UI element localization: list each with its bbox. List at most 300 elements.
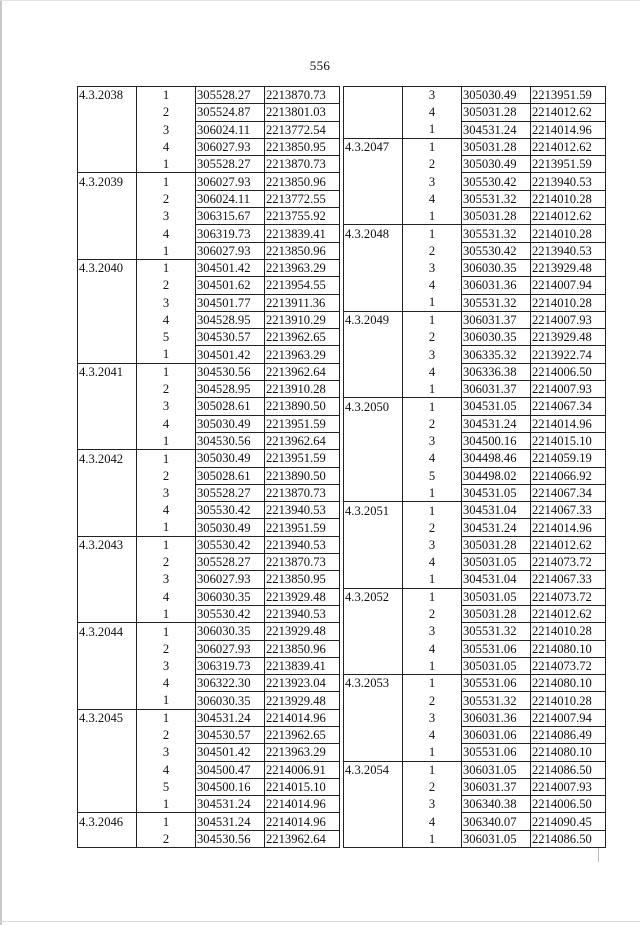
x-coordinate-cell: 306336.38: [462, 363, 531, 380]
x-coordinate-cell: 305530.42: [462, 173, 531, 190]
point-number-cell: 1: [137, 623, 196, 640]
table-row: [78, 657, 340, 674]
y-coordinate-cell: 2214014.96: [531, 415, 606, 432]
table-row: [344, 87, 606, 104]
y-coordinate-cell: 2213929.48: [531, 259, 606, 276]
x-coordinate-cell: 306319.73: [196, 225, 265, 242]
point-number-cell: 2: [403, 242, 462, 259]
parcel-id-cell: 4.3.2054: [344, 761, 403, 778]
table-row: [78, 311, 340, 328]
table-row: [78, 415, 340, 432]
parcel-id-cell: 4.3.2040: [78, 259, 137, 276]
table-row: [78, 588, 340, 605]
x-coordinate-cell: 304501.42: [196, 259, 265, 276]
parcel-id-cell: [344, 778, 403, 795]
y-coordinate-cell: 2213929.48: [265, 692, 340, 709]
y-coordinate-cell: 2214007.94: [531, 277, 606, 294]
table-row: [344, 796, 606, 813]
point-number-cell: 1: [137, 156, 196, 173]
x-coordinate-cell: 305031.05: [462, 554, 531, 571]
parcel-id-cell: [78, 692, 137, 709]
table-row: [78, 640, 340, 657]
table-row: [344, 104, 606, 121]
x-coordinate-cell: 304501.77: [196, 294, 265, 311]
point-number-cell: 4: [137, 502, 196, 519]
scan-left-edge: [0, 0, 2, 925]
point-number-cell: 4: [137, 415, 196, 432]
point-number-cell: 1: [403, 138, 462, 155]
point-number-cell: 1: [137, 519, 196, 536]
point-number-cell: 1: [403, 502, 462, 519]
y-coordinate-cell: 2214014.96: [531, 519, 606, 536]
y-coordinate-cell: 2214080.10: [531, 744, 606, 761]
parcel-id-cell: 4.3.2052: [344, 588, 403, 605]
y-coordinate-cell: 2213951.59: [265, 519, 340, 536]
x-coordinate-cell: 304500.16: [462, 432, 531, 449]
x-coordinate-cell: 305530.42: [196, 502, 265, 519]
x-coordinate-cell: 305531.32: [462, 294, 531, 311]
y-coordinate-cell: 2214067.33: [531, 502, 606, 519]
y-coordinate-cell: 2214010.28: [531, 623, 606, 640]
point-number-cell: 1: [137, 432, 196, 449]
x-coordinate-cell: 304530.56: [196, 830, 265, 847]
table-row: [344, 571, 606, 588]
x-coordinate-cell: 304531.24: [462, 121, 531, 138]
table-row: [344, 623, 606, 640]
y-coordinate-cell: 2214067.33: [531, 571, 606, 588]
parcel-id-cell: 4.3.2046: [78, 813, 137, 830]
point-number-cell: 4: [137, 138, 196, 155]
table-row: [344, 554, 606, 571]
point-number-cell: 1: [403, 381, 462, 398]
point-number-cell: 3: [403, 623, 462, 640]
y-coordinate-cell: 2213850.96: [265, 640, 340, 657]
y-coordinate-cell: 2214012.62: [531, 104, 606, 121]
x-coordinate-cell: 306024.11: [196, 190, 265, 207]
point-number-cell: 2: [403, 329, 462, 346]
y-coordinate-cell: 2214014.96: [265, 796, 340, 813]
point-number-cell: 2: [137, 381, 196, 398]
parcel-id-cell: [344, 536, 403, 553]
table-row: [78, 709, 340, 726]
x-coordinate-cell: 304530.57: [196, 329, 265, 346]
y-coordinate-cell: 2214006.91: [265, 761, 340, 778]
point-number-cell: 1: [403, 225, 462, 242]
point-number-cell: 2: [137, 830, 196, 847]
point-number-cell: 2: [137, 190, 196, 207]
point-number-cell: 3: [403, 346, 462, 363]
point-number-cell: 4: [403, 104, 462, 121]
point-number-cell: 1: [403, 484, 462, 501]
y-coordinate-cell: 2214066.92: [531, 467, 606, 484]
parcel-id-cell: [78, 554, 137, 571]
parcel-id-cell: [344, 657, 403, 674]
parcel-id-cell: [78, 675, 137, 692]
x-coordinate-cell: 305031.28: [462, 605, 531, 622]
x-coordinate-cell: 304530.57: [196, 726, 265, 743]
y-coordinate-cell: 2214073.72: [531, 554, 606, 571]
y-coordinate-cell: 2213929.48: [265, 588, 340, 605]
parcel-id-cell: [344, 640, 403, 657]
table-row: [78, 605, 340, 622]
parcel-id-cell: [344, 190, 403, 207]
x-coordinate-cell: 306031.36: [462, 709, 531, 726]
table-row: [78, 744, 340, 761]
y-coordinate-cell: 2213801.03: [265, 104, 340, 121]
x-coordinate-cell: 306027.93: [196, 138, 265, 155]
parcel-id-cell: [78, 277, 137, 294]
x-coordinate-cell: 304501.42: [196, 346, 265, 363]
parcel-id-cell: [344, 294, 403, 311]
y-coordinate-cell: 2213910.28: [265, 381, 340, 398]
table-row: [344, 121, 606, 138]
parcel-id-cell: 4.3.2049: [344, 311, 403, 328]
point-number-cell: 4: [403, 363, 462, 380]
table-row: [344, 329, 606, 346]
point-number-cell: 4: [137, 225, 196, 242]
table-row: [344, 173, 606, 190]
parcel-id-cell: [78, 605, 137, 622]
table-row: [78, 138, 340, 155]
y-coordinate-cell: 2213963.29: [265, 346, 340, 363]
y-coordinate-cell: 2213962.65: [265, 726, 340, 743]
parcel-id-cell: [78, 830, 137, 847]
point-number-cell: 4: [403, 813, 462, 830]
parcel-id-cell: [78, 415, 137, 432]
table-row: [78, 381, 340, 398]
y-coordinate-cell: 2214086.49: [531, 726, 606, 743]
x-coordinate-cell: 306031.36: [462, 277, 531, 294]
point-number-cell: 1: [403, 761, 462, 778]
x-coordinate-cell: 305528.27: [196, 554, 265, 571]
x-coordinate-cell: 305028.61: [196, 467, 265, 484]
parcel-id-cell: 4.3.2050: [344, 398, 403, 415]
table-row: [344, 726, 606, 743]
table-row: [78, 225, 340, 242]
point-number-cell: 1: [137, 450, 196, 467]
x-coordinate-cell: 306030.35: [196, 588, 265, 605]
table-row: [344, 744, 606, 761]
y-coordinate-cell: 2213922.74: [531, 346, 606, 363]
x-coordinate-cell: 306024.11: [196, 121, 265, 138]
point-number-cell: 4: [403, 554, 462, 571]
point-number-cell: 1: [137, 813, 196, 830]
table-row: [78, 432, 340, 449]
table-row: [344, 277, 606, 294]
table-row: [344, 450, 606, 467]
table-row: [344, 138, 606, 155]
point-number-cell: 3: [403, 259, 462, 276]
point-number-cell: 2: [137, 554, 196, 571]
x-coordinate-cell: 304531.04: [462, 502, 531, 519]
table-row: [78, 502, 340, 519]
point-number-cell: 4: [403, 277, 462, 294]
x-coordinate-cell: 305031.05: [462, 588, 531, 605]
parcel-id-cell: [78, 571, 137, 588]
y-coordinate-cell: 2214007.93: [531, 381, 606, 398]
y-coordinate-cell: 2214067.34: [531, 484, 606, 501]
page-number: 556: [309, 58, 331, 73]
coordinates-table-right: [343, 86, 606, 848]
point-number-cell: 1: [137, 173, 196, 190]
table-row: [344, 311, 606, 328]
parcel-id-cell: [78, 225, 137, 242]
x-coordinate-cell: 306335.32: [462, 346, 531, 363]
x-coordinate-cell: 304531.04: [462, 571, 531, 588]
point-number-cell: 1: [403, 398, 462, 415]
point-number-cell: 2: [137, 640, 196, 657]
table-row: [78, 87, 340, 104]
table-row: [78, 329, 340, 346]
parcel-id-cell: 4.3.2053: [344, 675, 403, 692]
point-number-cell: 3: [137, 121, 196, 138]
x-coordinate-cell: 306027.93: [196, 173, 265, 190]
y-coordinate-cell: 2213962.64: [265, 363, 340, 380]
parcel-id-cell: [78, 726, 137, 743]
table-row: [344, 190, 606, 207]
point-number-cell: 3: [137, 571, 196, 588]
table-row: [344, 640, 606, 657]
table-row: [344, 657, 606, 674]
parcel-id-cell: [78, 104, 137, 121]
y-coordinate-cell: 2214015.10: [531, 432, 606, 449]
point-number-cell: 3: [403, 709, 462, 726]
y-coordinate-cell: 2213940.53: [531, 173, 606, 190]
parcel-id-cell: [78, 744, 137, 761]
y-coordinate-cell: 2214014.96: [265, 709, 340, 726]
parcel-id-cell: 4.3.2043: [78, 536, 137, 553]
parcel-id-cell: [344, 87, 403, 104]
table-row: [344, 675, 606, 692]
y-coordinate-cell: 2213940.53: [531, 242, 606, 259]
point-number-cell: 1: [403, 657, 462, 674]
x-coordinate-cell: 305531.32: [462, 623, 531, 640]
x-coordinate-cell: 306319.73: [196, 657, 265, 674]
x-coordinate-cell: 305030.49: [196, 450, 265, 467]
x-coordinate-cell: 304531.24: [462, 415, 531, 432]
y-coordinate-cell: 2213890.50: [265, 398, 340, 415]
y-coordinate-cell: 2214014.96: [531, 121, 606, 138]
y-coordinate-cell: 2214014.96: [265, 813, 340, 830]
point-number-cell: 1: [137, 605, 196, 622]
point-number-cell: 5: [137, 778, 196, 795]
point-number-cell: 3: [403, 173, 462, 190]
x-coordinate-cell: 305524.87: [196, 104, 265, 121]
parcel-id-cell: [78, 657, 137, 674]
parcel-id-cell: [78, 502, 137, 519]
y-coordinate-cell: 2213755.92: [265, 208, 340, 225]
y-coordinate-cell: 2214010.28: [531, 692, 606, 709]
parcel-id-cell: [78, 242, 137, 259]
point-number-cell: 1: [137, 709, 196, 726]
x-coordinate-cell: 306030.35: [196, 623, 265, 640]
y-coordinate-cell: 2213951.59: [531, 87, 606, 104]
table-row: [344, 692, 606, 709]
x-coordinate-cell: 305531.32: [462, 190, 531, 207]
table-row: [344, 294, 606, 311]
point-number-cell: 2: [403, 692, 462, 709]
x-coordinate-cell: 304501.42: [196, 744, 265, 761]
table-row: [344, 398, 606, 415]
y-coordinate-cell: 2213962.64: [265, 830, 340, 847]
table-row: [78, 484, 340, 501]
table-row: [344, 156, 606, 173]
parcel-id-cell: [344, 830, 403, 847]
point-number-cell: 1: [403, 311, 462, 328]
x-coordinate-cell: 304498.46: [462, 450, 531, 467]
y-coordinate-cell: 2214012.62: [531, 605, 606, 622]
parcel-id-cell: 4.3.2048: [344, 225, 403, 242]
table-row: [344, 709, 606, 726]
table-row: [344, 346, 606, 363]
table-row: [78, 796, 340, 813]
table-row: [344, 432, 606, 449]
parcel-id-cell: [344, 450, 403, 467]
x-coordinate-cell: 305028.61: [196, 398, 265, 415]
x-coordinate-cell: 305030.49: [462, 156, 531, 173]
parcel-id-cell: [78, 294, 137, 311]
parcel-id-cell: [78, 190, 137, 207]
x-coordinate-cell: 306031.06: [462, 726, 531, 743]
parcel-id-cell: [344, 415, 403, 432]
point-number-cell: 1: [403, 571, 462, 588]
point-number-cell: 3: [403, 536, 462, 553]
table-row: [78, 813, 340, 830]
table-row: [78, 778, 340, 795]
x-coordinate-cell: 305030.49: [196, 519, 265, 536]
scan-bottom-edge: [0, 921, 640, 922]
parcel-id-cell: [344, 484, 403, 501]
point-number-cell: 2: [403, 778, 462, 795]
table-row: [78, 156, 340, 173]
y-coordinate-cell: 2213940.53: [265, 605, 340, 622]
x-coordinate-cell: 305030.49: [196, 415, 265, 432]
point-number-cell: 3: [137, 744, 196, 761]
point-number-cell: 3: [137, 208, 196, 225]
y-coordinate-cell: 2214080.10: [531, 640, 606, 657]
parcel-id-cell: [344, 554, 403, 571]
point-number-cell: 1: [403, 588, 462, 605]
parcel-id-cell: [344, 329, 403, 346]
y-coordinate-cell: 2214080.10: [531, 675, 606, 692]
x-coordinate-cell: 304531.24: [462, 519, 531, 536]
y-coordinate-cell: 2213890.50: [265, 467, 340, 484]
y-coordinate-cell: 2213954.55: [265, 277, 340, 294]
y-coordinate-cell: 2214073.72: [531, 657, 606, 674]
parcel-id-cell: [78, 519, 137, 536]
x-coordinate-cell: 305031.28: [462, 208, 531, 225]
table-row: [78, 173, 340, 190]
table-row: [78, 726, 340, 743]
y-coordinate-cell: 2213850.95: [265, 138, 340, 155]
table-row: [344, 830, 606, 847]
point-number-cell: 4: [137, 675, 196, 692]
parcel-id-cell: [78, 398, 137, 415]
x-coordinate-cell: 305030.49: [462, 87, 531, 104]
table-row: [78, 294, 340, 311]
x-coordinate-cell: 305531.06: [462, 744, 531, 761]
x-coordinate-cell: 304530.56: [196, 432, 265, 449]
x-coordinate-cell: 306027.93: [196, 640, 265, 657]
y-coordinate-cell: 2214012.62: [531, 138, 606, 155]
table-row: [344, 519, 606, 536]
parcel-id-cell: [78, 208, 137, 225]
table-row: [78, 277, 340, 294]
x-coordinate-cell: 305531.32: [462, 225, 531, 242]
point-number-cell: 4: [403, 640, 462, 657]
parcel-id-cell: [344, 381, 403, 398]
point-number-cell: 1: [403, 294, 462, 311]
table-row: [78, 519, 340, 536]
point-number-cell: 2: [137, 277, 196, 294]
parcel-id-cell: [78, 467, 137, 484]
x-coordinate-cell: 306031.05: [462, 830, 531, 847]
x-coordinate-cell: 306030.35: [462, 329, 531, 346]
x-coordinate-cell: 306030.35: [196, 692, 265, 709]
x-coordinate-cell: 305031.05: [462, 657, 531, 674]
parcel-id-cell: [344, 709, 403, 726]
table-row: [78, 623, 340, 640]
table-row: [78, 675, 340, 692]
point-number-cell: 1: [403, 744, 462, 761]
y-coordinate-cell: 2214090.45: [531, 813, 606, 830]
parcel-id-cell: [344, 623, 403, 640]
y-coordinate-cell: 2214059.19: [531, 450, 606, 467]
y-coordinate-cell: 2213963.29: [265, 259, 340, 276]
parcel-id-cell: 4.3.2041: [78, 363, 137, 380]
parcel-id-cell: [78, 588, 137, 605]
parcel-id-cell: [78, 381, 137, 398]
x-coordinate-cell: 305528.27: [196, 484, 265, 501]
point-number-cell: 4: [137, 588, 196, 605]
y-coordinate-cell: 2214067.34: [531, 398, 606, 415]
y-coordinate-cell: 2213940.53: [265, 536, 340, 553]
point-number-cell: 4: [403, 190, 462, 207]
point-number-cell: 1: [137, 796, 196, 813]
table-row: [344, 502, 606, 519]
x-coordinate-cell: 304501.62: [196, 277, 265, 294]
table-row: [78, 398, 340, 415]
point-number-cell: 3: [403, 796, 462, 813]
table-row: [344, 605, 606, 622]
parcel-id-cell: [344, 121, 403, 138]
y-coordinate-cell: 2213911.36: [265, 294, 340, 311]
y-coordinate-cell: 2213962.64: [265, 432, 340, 449]
parcel-id-cell: [78, 121, 137, 138]
point-number-cell: 3: [137, 484, 196, 501]
parcel-id-cell: [78, 640, 137, 657]
parcel-id-cell: [344, 744, 403, 761]
y-coordinate-cell: 2213772.54: [265, 121, 340, 138]
scan-top-edge: [0, 0, 640, 1]
x-coordinate-cell: 305531.06: [462, 675, 531, 692]
parcel-id-cell: [344, 519, 403, 536]
y-coordinate-cell: 2213870.73: [265, 554, 340, 571]
table-row: [78, 363, 340, 380]
table-row: [344, 208, 606, 225]
point-number-cell: 2: [137, 104, 196, 121]
table-row: [344, 536, 606, 553]
table-row: [78, 208, 340, 225]
x-coordinate-cell: 304531.24: [196, 813, 265, 830]
point-number-cell: 4: [403, 450, 462, 467]
x-coordinate-cell: 305031.28: [462, 138, 531, 155]
point-number-cell: 3: [137, 657, 196, 674]
parcel-id-cell: [344, 242, 403, 259]
x-coordinate-cell: 304531.24: [196, 796, 265, 813]
x-coordinate-cell: 305031.28: [462, 536, 531, 553]
parcel-id-cell: [344, 104, 403, 121]
